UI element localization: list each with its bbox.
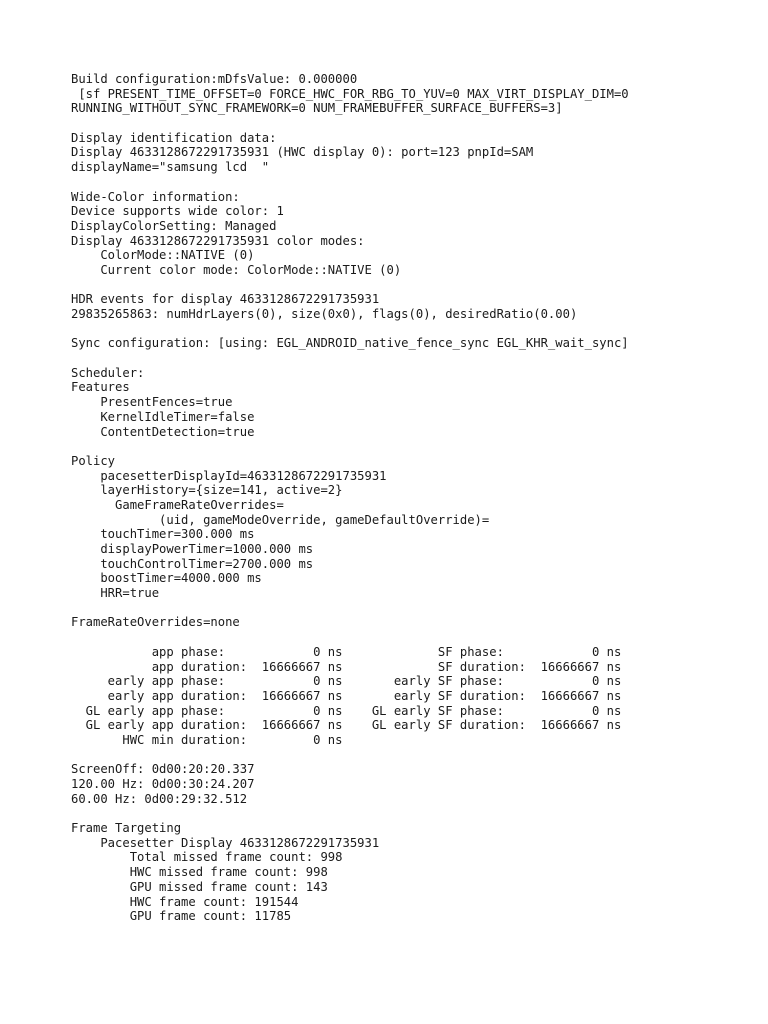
text-line (71, 278, 761, 293)
text-line: FrameRateOverrides=none (71, 615, 240, 630)
text-line (71, 116, 761, 131)
text-line: touchTimer=300.000 ms (71, 527, 255, 542)
text-line: Total missed frame count: 998 (71, 850, 343, 865)
text-line: Display 4633128672291735931 color modes: (71, 233, 365, 248)
text-line: HWC missed frame count: 998 (71, 865, 328, 880)
text-line: ScreenOff: 0d00:20:20.337 (71, 762, 255, 777)
text-line: pacesetterDisplayId=4633128672291735931 (71, 468, 387, 483)
text-line: Device supports wide color: 1 (71, 204, 284, 219)
text-line: HWC min duration: 0 ns (71, 732, 343, 747)
text-line: app phase: 0 ns SF phase: 0 ns (71, 644, 622, 659)
text-line: Pacesetter Display 4633128672291735931 (71, 835, 380, 850)
text-line (71, 175, 761, 190)
text-line: Policy (71, 453, 116, 468)
text-line: early app phase: 0 ns early SF phase: 0 ns (71, 674, 622, 689)
text-line: HRR=true (71, 586, 160, 601)
text-line (71, 806, 761, 821)
text-line: Frame Targeting (71, 821, 182, 836)
text-line: Build configuration:mDfsValue: 0.000000 (71, 72, 358, 86)
text-line (71, 322, 761, 337)
text-line: GameFrameRateOverrides= (71, 497, 284, 512)
text-line: Wide-Color information: (71, 189, 240, 204)
text-line: GL early app phase: 0 ns GL early SF phase: 0 ns (71, 703, 622, 718)
text-line: HWC frame count: 191544 (71, 894, 299, 909)
text-line: 29835265863: numHdrLayers(0), size(0x0), flags(0), desiredRatio(0.00) (71, 307, 578, 321)
text-line (71, 351, 761, 366)
text-line: GPU missed frame count: 143 (71, 879, 328, 894)
text-line: PresentFences=true (71, 395, 233, 410)
text-line (71, 601, 761, 616)
text-line: RUNNING_WITHOUT_SYNC_FRAMEWORK=0 NUM_FRAMEBUFFER_SURFACE_BUFFERS=3] (71, 101, 563, 116)
text-line: early app duration: 16666667 ns early SF duration: 16666667 ns (71, 688, 622, 703)
text-line: 60.00 Hz: 0d00:29:32.512 (71, 791, 248, 806)
text-line: layerHistory={size=141, active=2} (71, 483, 343, 498)
text-line: Sync configuration: [using: EGL_ANDROID_native_fence_sync EGL_KHR_wait_sync] (71, 336, 629, 351)
text-line: ColorMode::NATIVE (0) (71, 248, 255, 263)
text-line: HDR events for display 4633128672291735931 (71, 292, 380, 307)
text-line: displayName="samsung lcd " (71, 160, 270, 175)
text-line: Features (71, 380, 130, 395)
text-line: boostTimer=4000.000 ms (71, 571, 262, 586)
text-line: displayPowerTimer=1000.000 ms (71, 542, 314, 556)
text-line: KernelIdleTimer=false (71, 409, 255, 424)
text-line: Display 4633128672291735931 (HWC display 0): port=123 pnpId=SAM (71, 145, 534, 160)
text-line: [sf PRESENT_TIME_OFFSET=0 FORCE_HWC_FOR_RBG_TO_YUV=0 MAX_VIRT_DISPLAY_DIM=0 (71, 86, 629, 101)
text-line: GPU frame count: 11785 (71, 909, 292, 924)
text-line: DisplayColorSetting: Managed (71, 218, 277, 233)
text-line: touchControlTimer=2700.000 ms (71, 556, 314, 571)
text-line (71, 748, 761, 763)
text-line: 120.00 Hz: 0d00:30:24.207 (71, 777, 255, 791)
text-line (71, 630, 761, 645)
text-line: app duration: 16666667 ns SF duration: 16666667 ns (71, 659, 622, 674)
text-line: Display identification data: (71, 130, 277, 145)
text-line: GL early app duration: 16666667 ns GL early SF duration: 16666667 ns (71, 718, 622, 733)
dumpsys-text-document (71, 72, 761, 924)
text-line: (uid, gameModeOverride, gameDefaultOverride)= (71, 512, 490, 527)
text-line: Current color mode: ColorMode::NATIVE (0) (71, 262, 402, 277)
text-line: ContentDetection=true (71, 424, 255, 439)
text-line (71, 439, 761, 454)
text-line: Scheduler: (71, 365, 145, 380)
